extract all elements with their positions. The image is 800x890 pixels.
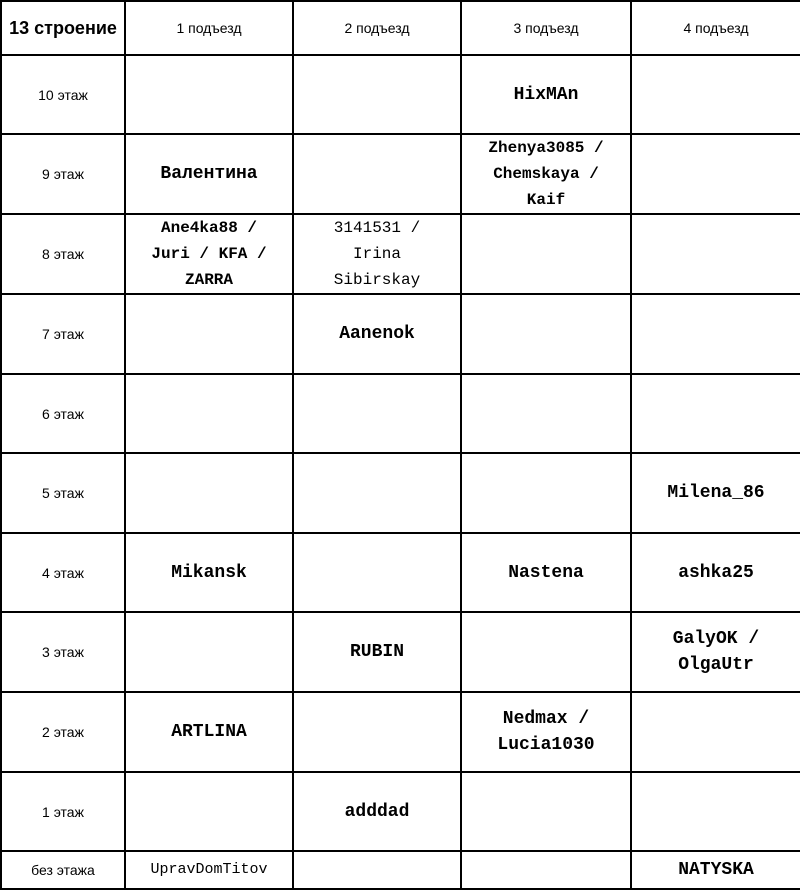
resident-name: Валентина: [160, 164, 258, 184]
resident-cell: [631, 374, 800, 453]
floor-label: 8 этаж: [1, 214, 125, 294]
floor-row: [1, 533, 800, 612]
floor-label: 10 этаж: [1, 55, 125, 134]
resident-cell: [461, 134, 631, 214]
resident-cell: [631, 214, 800, 294]
entrance-2-header: 2 подъезд: [293, 1, 461, 55]
floor-label: 2 этаж: [1, 692, 125, 772]
floor-label: 1 этаж: [1, 772, 125, 851]
floor-row: [1, 294, 800, 374]
floor-row: [1, 134, 800, 214]
resident-cell: [293, 294, 461, 374]
resident-cell: [631, 851, 800, 889]
entrance-4-header: 4 подъезд: [631, 1, 800, 55]
floor-row: [1, 374, 800, 453]
resident-name: UpravDomTitov: [150, 861, 268, 878]
resident-name: Kaif: [526, 191, 566, 209]
resident-name: Irina: [352, 245, 401, 263]
resident-name: GalyOK /: [672, 629, 760, 649]
resident-cell: [293, 214, 461, 294]
resident-cell: [125, 851, 293, 889]
resident-cell: [125, 612, 293, 692]
entrance-1-header: 1 подъезд: [125, 1, 293, 55]
resident-cell: [125, 214, 293, 294]
resident-name: HixMAn: [513, 84, 579, 105]
resident-cell: [125, 55, 293, 134]
floor-label: 7 этаж: [1, 294, 125, 374]
resident-cell: [461, 533, 631, 612]
resident-cell: [461, 453, 631, 533]
resident-cell: [293, 692, 461, 772]
resident-name: Lucia1030: [497, 735, 595, 755]
resident-cell: [125, 134, 293, 214]
entrance-3-header: 3 подъезд: [461, 1, 631, 55]
resident-cell: [631, 294, 800, 374]
resident-cell: [293, 134, 461, 214]
resident-name: 3141531 /: [333, 219, 421, 237]
resident-name: ARTLINA: [171, 722, 247, 742]
resident-cell: [293, 851, 461, 889]
resident-cell: [125, 294, 293, 374]
resident-cell: [293, 533, 461, 612]
resident-name: Nastena: [508, 562, 584, 583]
resident-name: RUBIN: [349, 642, 404, 662]
resident-cell: [461, 612, 631, 692]
resident-cell: [293, 374, 461, 453]
resident-name: Ane4ka88 /: [160, 219, 257, 237]
resident-name: Juri / KFA /: [151, 245, 267, 263]
floor-label: 4 этаж: [1, 533, 125, 612]
resident-name: ZARRA: [184, 271, 233, 289]
resident-cell: [461, 294, 631, 374]
resident-cell: [293, 772, 461, 851]
resident-cell: [293, 453, 461, 533]
resident-cell: [631, 533, 800, 612]
resident-name: Mikansk: [171, 562, 247, 583]
resident-name: NATYSKA: [678, 860, 754, 880]
resident-name: Aanenok: [339, 324, 415, 344]
resident-cell: [125, 533, 293, 612]
header-row: [1, 1, 800, 55]
resident-cell: [125, 374, 293, 453]
resident-cell: [125, 692, 293, 772]
resident-name: ashka25: [678, 562, 754, 583]
resident-cell: [631, 55, 800, 134]
floor-row: [1, 692, 800, 772]
resident-cell: [293, 55, 461, 134]
floor-row: [1, 851, 800, 889]
resident-cell: [461, 374, 631, 453]
resident-name: adddad: [344, 801, 410, 822]
floor-label: 6 этаж: [1, 374, 125, 453]
resident-cell: [461, 692, 631, 772]
floor-row: [1, 214, 800, 294]
resident-cell: [125, 772, 293, 851]
resident-cell: [631, 134, 800, 214]
floor-row: [1, 453, 800, 533]
resident-cell: [461, 851, 631, 889]
building-title: 13 строение: [1, 1, 125, 55]
resident-cell: [293, 612, 461, 692]
resident-name: Zhenya3085 /: [488, 139, 604, 157]
resident-cell: [631, 453, 800, 533]
resident-name: Sibirskay: [333, 271, 421, 289]
resident-name: Milena_86: [667, 483, 765, 503]
resident-name: OlgaUtr: [678, 655, 754, 675]
resident-cell: [631, 612, 800, 692]
floor-row: [1, 612, 800, 692]
resident-cell: [461, 55, 631, 134]
floor-label: без этажа: [1, 851, 125, 889]
floor-label: 3 этаж: [1, 612, 125, 692]
floor-row: [1, 55, 800, 134]
resident-cell: [125, 453, 293, 533]
resident-cell: [461, 214, 631, 294]
resident-cell: [461, 772, 631, 851]
resident-cell: [631, 772, 800, 851]
floor-row: [1, 772, 800, 851]
resident-name: Chemskaya /: [493, 165, 599, 183]
resident-name: Nedmax /: [502, 709, 590, 729]
floor-label: 9 этаж: [1, 134, 125, 214]
floor-label: 5 этаж: [1, 453, 125, 533]
resident-cell: [631, 692, 800, 772]
